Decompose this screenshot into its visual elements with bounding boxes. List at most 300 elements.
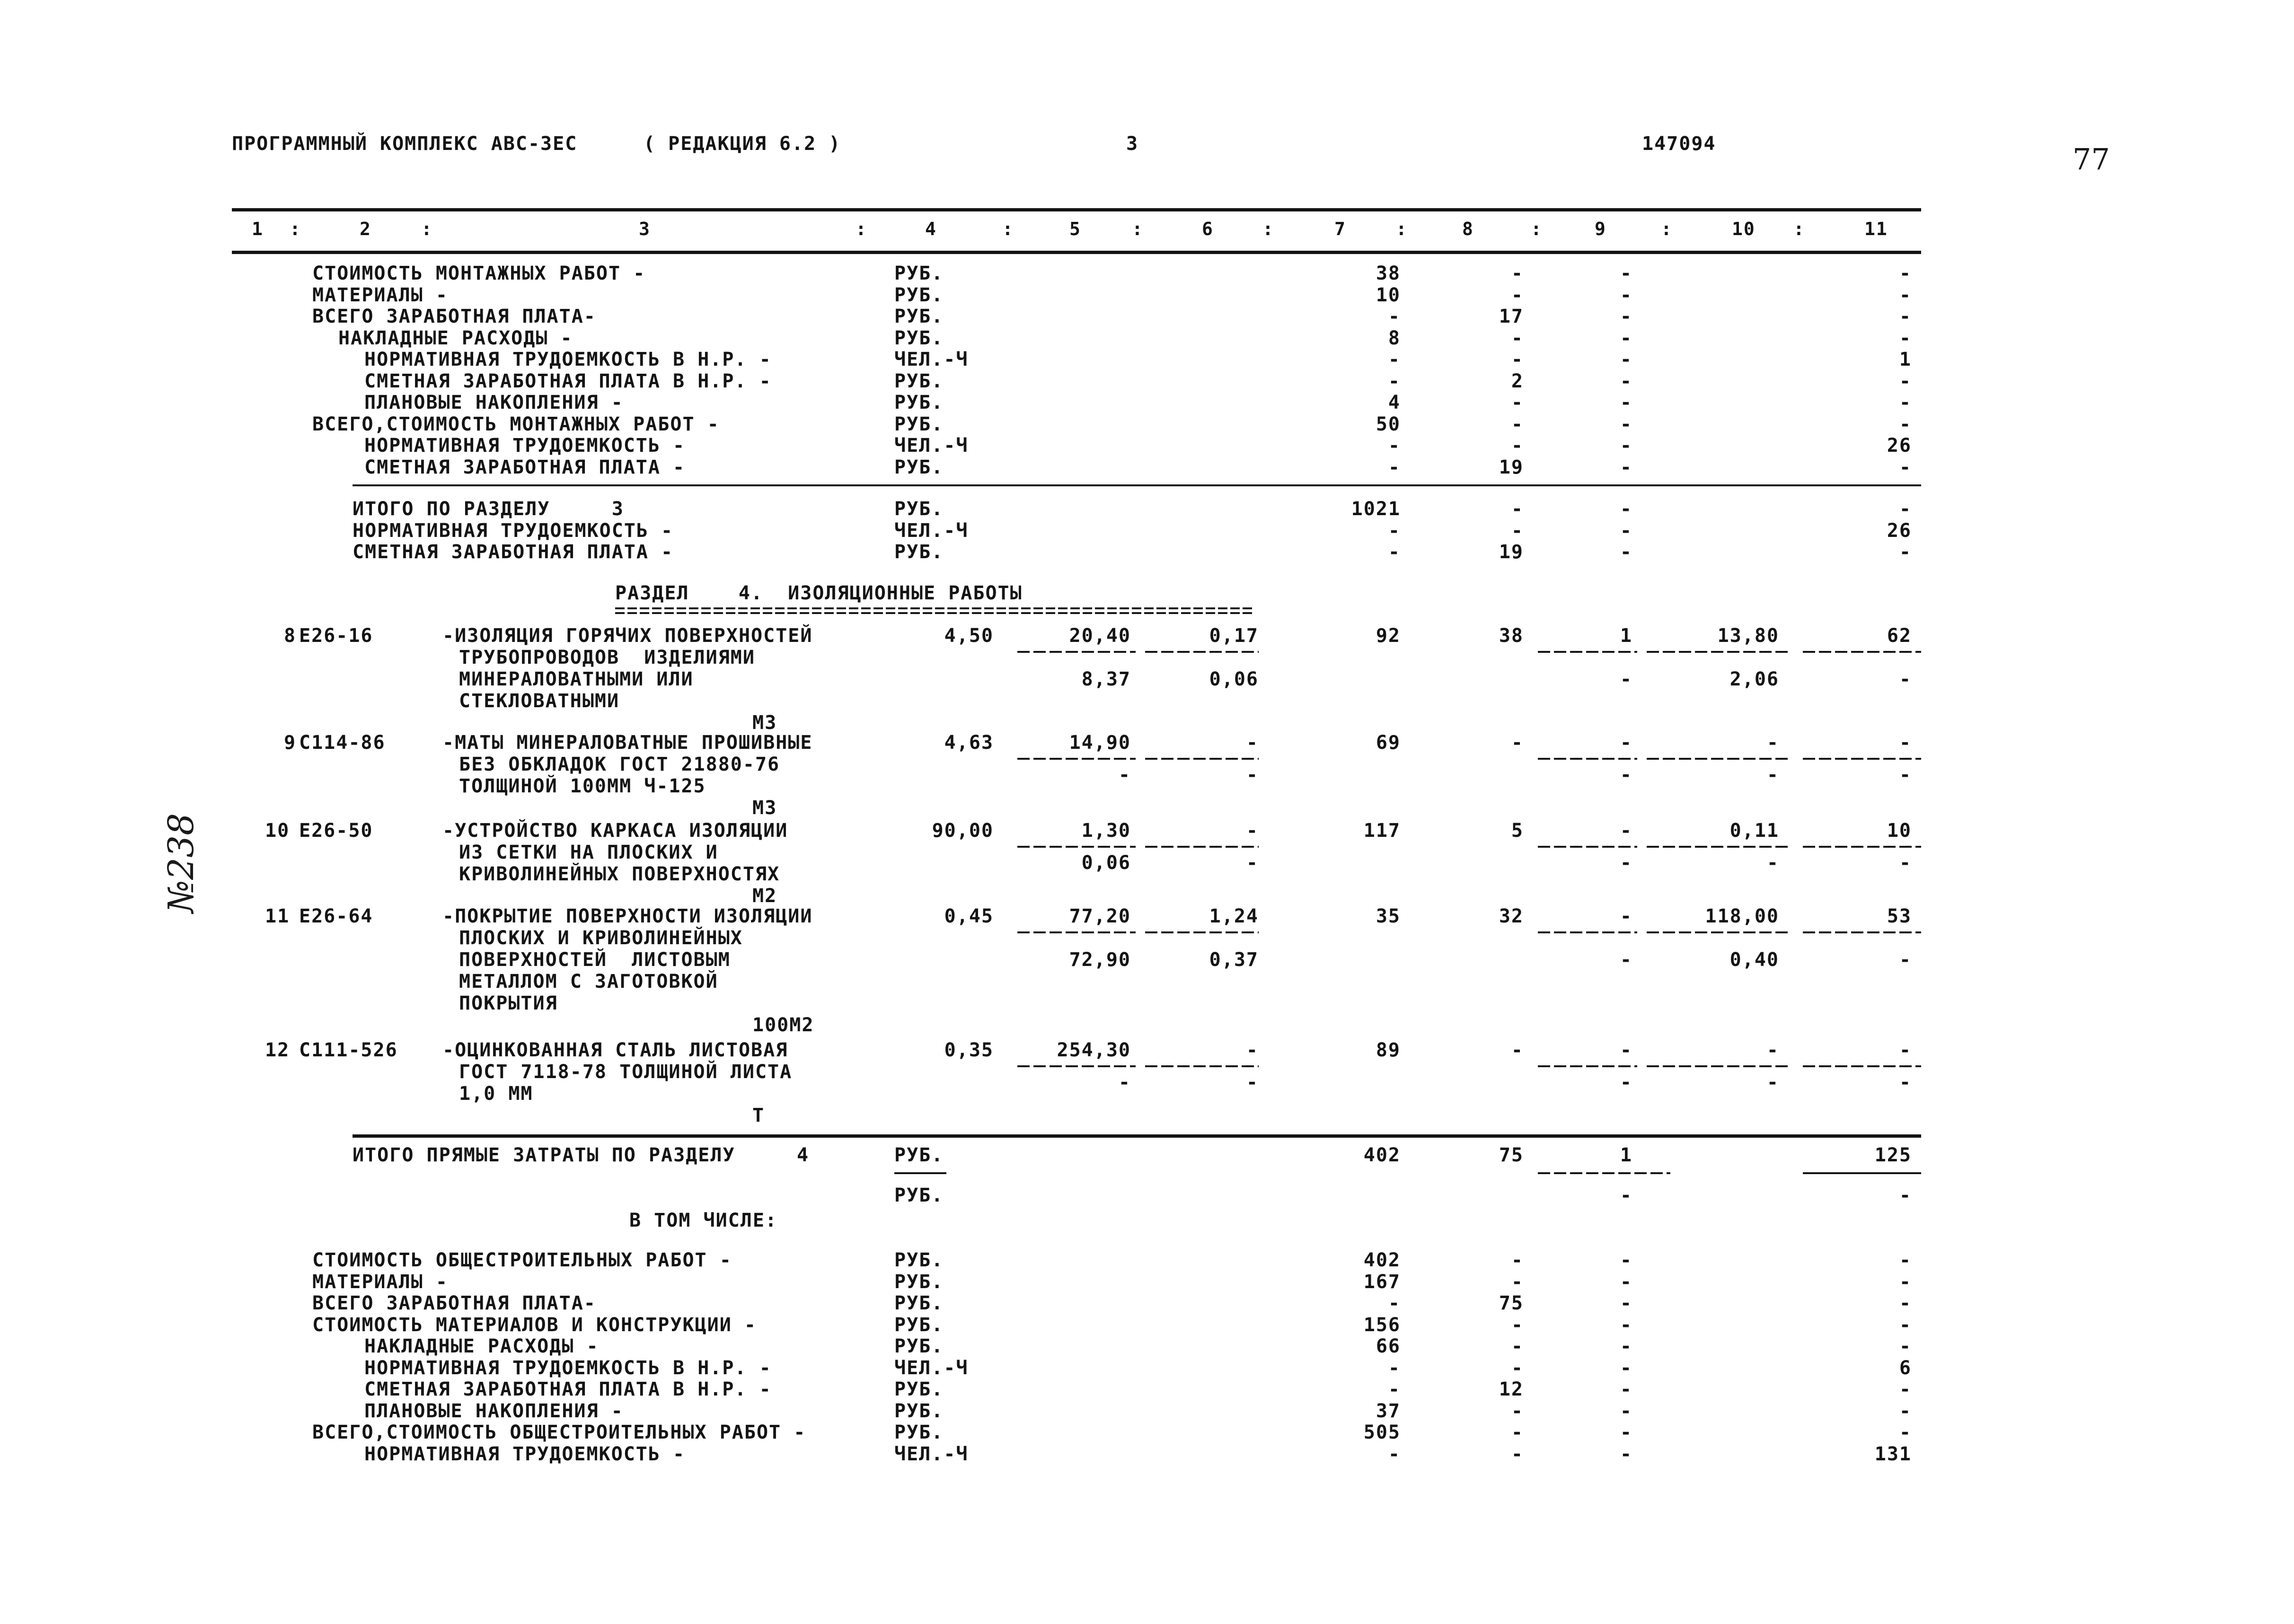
- col4-value: 90,00: [932, 820, 994, 842]
- row-unit: РУБ.: [894, 327, 944, 349]
- col6-value: -: [1246, 820, 1259, 842]
- row-unit: РУБ.: [894, 1144, 944, 1166]
- col9-value: -: [1620, 519, 1632, 542]
- col7-value: -: [1388, 1378, 1401, 1400]
- col9-value: -: [1620, 541, 1632, 563]
- dashed-rule: [1145, 1065, 1259, 1067]
- col5-value: 20,40: [1069, 625, 1131, 647]
- col7-value: -: [1388, 541, 1401, 563]
- item-code: С114-86: [299, 732, 386, 754]
- column-separator: :: [1262, 219, 1274, 239]
- col5-value: 77,20: [1069, 905, 1131, 927]
- col5-sub-value: -: [1118, 1071, 1131, 1093]
- col9-sub-value: -: [1620, 852, 1632, 874]
- col8-value: 19: [1499, 541, 1524, 563]
- column-number-7: 7: [1334, 219, 1346, 239]
- col11-value: -: [1899, 456, 1912, 478]
- col11-value: -: [1899, 263, 1912, 284]
- col8-value: -: [1511, 349, 1524, 370]
- col6-sub-value: 0,06: [1209, 668, 1259, 690]
- col8-value: -: [1511, 435, 1524, 456]
- col9-value: -: [1620, 1443, 1632, 1465]
- col7-value: 10: [1376, 284, 1401, 306]
- dashed-rule: [1803, 651, 1921, 653]
- col9-value: -: [1620, 327, 1632, 349]
- col9-value: -: [1620, 1039, 1632, 1061]
- item-number: 8: [284, 625, 297, 647]
- row-unit: РУБ.: [894, 1335, 944, 1357]
- col9-value: -: [1620, 498, 1632, 520]
- row-label: СМЕТНАЯ ЗАРАБОТНАЯ ПЛАТА В Н.Р. -: [364, 370, 772, 392]
- row-unit: ЧЕЛ.-Ч: [894, 1357, 969, 1379]
- item-description: ТОЛЩИНОЙ 100ММ Ч-125: [459, 775, 706, 797]
- col9-value: 1: [1620, 1144, 1632, 1166]
- col4-value: 0,35: [944, 1039, 994, 1061]
- row-label: МАТЕРИАЛЫ -: [312, 284, 448, 306]
- row-unit: ЧЕЛ.-Ч: [894, 435, 969, 456]
- double-underline: [615, 607, 1254, 614]
- col8-value: 5: [1511, 820, 1524, 842]
- col11-value: -: [1899, 370, 1912, 392]
- row-label: ВСЕГО ЗАРАБОТНАЯ ПЛАТА-: [312, 306, 596, 327]
- dashed-rule: [1647, 758, 1789, 760]
- row-label: ВСЕГО,СТОИМОСТЬ ОБЩЕСТРОИТЕЛЬНЫХ РАБОТ -: [312, 1422, 806, 1443]
- col11-value: 125: [1874, 1144, 1912, 1166]
- col8-value: -: [1511, 392, 1524, 413]
- col9-value: -: [1620, 905, 1632, 927]
- item-number: 10: [265, 820, 290, 842]
- col5-sub-value: 8,37: [1081, 668, 1131, 690]
- item-description: СТЕКЛОВАТНЫМИ: [459, 690, 620, 712]
- col5-sub-value: 72,90: [1069, 949, 1131, 971]
- col11-value: -: [1899, 1422, 1912, 1443]
- row-unit: ЧЕЛ.-Ч: [894, 349, 969, 370]
- dashed-rule: [1803, 931, 1921, 933]
- row-unit: РУБ.: [894, 541, 944, 563]
- col11-value: -: [1899, 1314, 1912, 1336]
- column-number-2: 2: [360, 219, 371, 239]
- col9-sub-value: -: [1620, 764, 1632, 786]
- col4-value: 4,50: [944, 625, 994, 647]
- col6-value: -: [1246, 1039, 1259, 1061]
- col8-value: 2: [1511, 370, 1524, 392]
- col7-value: 4: [1388, 392, 1401, 413]
- column-number-8: 8: [1462, 219, 1474, 239]
- row-label: СМЕТНАЯ ЗАРАБОТНАЯ ПЛАТА -: [364, 456, 686, 478]
- col9-value: 1: [1620, 625, 1632, 647]
- col11-sub-value: -: [1899, 852, 1912, 874]
- row-unit: РУБ.: [894, 1400, 944, 1422]
- item-unit: М3: [752, 712, 777, 734]
- col8-value: 75: [1499, 1144, 1524, 1166]
- item-description: ИЗ СЕТКИ НА ПЛОСКИХ И: [459, 842, 718, 863]
- col9-value: -: [1620, 306, 1632, 327]
- col8-value: -: [1511, 1422, 1524, 1443]
- col6-value: 0,17: [1209, 625, 1259, 647]
- col4-value: 4,63: [944, 732, 994, 754]
- item-description: -ИЗОЛЯЦИЯ ГОРЯЧИХ ПОВЕРХНОСТЕЙ: [442, 625, 813, 647]
- col11-value: -: [1899, 1335, 1912, 1357]
- dashed-rule: [1017, 846, 1136, 848]
- col9-value: -: [1620, 1357, 1632, 1379]
- col8-value: 32: [1499, 905, 1524, 927]
- col8-value: -: [1511, 327, 1524, 349]
- row-label: ВСЕГО ЗАРАБОТНАЯ ПЛАТА-: [312, 1292, 596, 1314]
- item-description: -ОЦИНКОВАННАЯ СТАЛЬ ЛИСТОВАЯ: [442, 1039, 788, 1061]
- row-unit: РУБ.: [894, 1249, 944, 1271]
- row-unit: РУБ.: [894, 284, 944, 306]
- col4-value: 0,45: [944, 905, 994, 927]
- col7-value: -: [1388, 1443, 1401, 1465]
- col7-value: 35: [1376, 905, 1401, 927]
- item-description: ПЛОСКИХ И КРИВОЛИНЕЙНЫХ: [459, 927, 743, 949]
- col6-value: 1,24: [1209, 905, 1259, 927]
- column-number-11: 11: [1864, 219, 1888, 239]
- col8-value: -: [1511, 1314, 1524, 1336]
- col8-value: -: [1511, 1271, 1524, 1293]
- col10-sub-value: -: [1766, 852, 1779, 874]
- col7-value: 50: [1376, 413, 1401, 435]
- col11-value: 26: [1887, 435, 1912, 456]
- col9-value: -: [1620, 732, 1632, 754]
- col9-value: -: [1620, 820, 1632, 842]
- col7-value: 69: [1376, 732, 1401, 754]
- col11-value: -: [1899, 1378, 1912, 1400]
- col7-value: -: [1388, 456, 1401, 478]
- header-rule-bottom: [232, 251, 1921, 254]
- col11-sub-value: -: [1899, 1071, 1912, 1093]
- column-separator: :: [290, 219, 301, 239]
- col9-value: -: [1620, 1335, 1632, 1357]
- row-unit: ЧЕЛ.-Ч: [894, 1443, 969, 1465]
- col7-value: 402: [1363, 1144, 1401, 1166]
- row-label: НОРМАТИВНАЯ ТРУДОЕМКОСТЬ -: [364, 435, 686, 456]
- document-code: 147094: [1642, 133, 1716, 155]
- column-number-4: 4: [925, 219, 937, 239]
- rule: [353, 484, 1921, 486]
- col9-value: -: [1620, 1249, 1632, 1271]
- item-number: 9: [284, 732, 297, 754]
- row-unit: РУБ.: [894, 1378, 944, 1400]
- col9-value: -: [1620, 435, 1632, 456]
- rule: [1803, 1172, 1921, 1174]
- col11-sub-value: -: [1899, 1185, 1912, 1206]
- col9-sub-value: -: [1620, 1071, 1632, 1093]
- row-unit: РУБ.: [894, 263, 944, 284]
- col6-sub-value: 0,37: [1209, 949, 1259, 971]
- handwritten-side-note: №238: [161, 813, 202, 913]
- col11-sub-value: -: [1899, 668, 1912, 690]
- column-separator: :: [1793, 219, 1805, 239]
- dashed-rule: [1647, 651, 1789, 653]
- row-label: НАКЛАДНЫЕ РАСХОДЫ -: [338, 327, 573, 349]
- col6-sub-value: -: [1246, 1071, 1259, 1093]
- column-separator: :: [1132, 219, 1144, 239]
- col11-value: -: [1899, 1400, 1912, 1422]
- col11-value: 6: [1899, 1357, 1912, 1379]
- col5-sub-value: 0,06: [1081, 852, 1131, 874]
- col11-value: -: [1899, 732, 1912, 754]
- column-number-6: 6: [1202, 219, 1214, 239]
- total-label: НОРМАТИВНАЯ ТРУДОЕМКОСТЬ -: [353, 519, 674, 542]
- page-number: 3: [1126, 133, 1139, 155]
- col11-value: -: [1899, 1292, 1912, 1314]
- col7-value: 156: [1363, 1314, 1401, 1336]
- dashed-rule: [1803, 758, 1921, 760]
- dashed-rule: [1538, 1065, 1637, 1067]
- col10-sub-value: 2,06: [1729, 668, 1779, 690]
- column-number-9: 9: [1595, 219, 1606, 239]
- row-unit: РУБ.: [894, 392, 944, 413]
- row-label: НОРМАТИВНАЯ ТРУДОЕМКОСТЬ В Н.Р. -: [364, 1357, 772, 1379]
- col7-value: -: [1388, 519, 1401, 542]
- row-label: НОРМАТИВНАЯ ТРУДОЕМКОСТЬ -: [364, 1443, 686, 1465]
- col11-value: 10: [1887, 820, 1912, 842]
- row-unit: РУБ.: [894, 1422, 944, 1443]
- col8-value: -: [1511, 1400, 1524, 1422]
- dashed-rule: [1145, 931, 1259, 933]
- row-label: НОРМАТИВНАЯ ТРУДОЕМКОСТЬ В Н.Р. -: [364, 349, 772, 370]
- item-description: ПОВЕРХНОСТЕЙ ЛИСТОВЫМ: [459, 949, 731, 971]
- col5-value: 254,30: [1057, 1039, 1131, 1061]
- col10-value: 118,00: [1705, 905, 1779, 927]
- row-unit: РУБ.: [894, 498, 944, 520]
- col8-value: -: [1511, 413, 1524, 435]
- header-rule-top: [232, 208, 1921, 211]
- col7-value: 1021: [1351, 498, 1401, 520]
- col6-value: -: [1246, 732, 1259, 754]
- col10-value: -: [1766, 732, 1779, 754]
- col10-value: 13,80: [1717, 625, 1779, 647]
- dashed-rule: [1538, 846, 1637, 848]
- row-unit: РУБ.: [894, 413, 944, 435]
- col10-sub-value: 0,40: [1729, 949, 1779, 971]
- col10-sub-value: -: [1766, 1071, 1779, 1093]
- item-description: ПОКРЫТИЯ: [459, 992, 558, 1014]
- col11-value: 62: [1887, 625, 1912, 647]
- col8-value: -: [1511, 284, 1524, 306]
- col9-sub-value: -: [1620, 949, 1632, 971]
- row-label: СМЕТНАЯ ЗАРАБОТНАЯ ПЛАТА В Н.Р. -: [364, 1378, 772, 1400]
- row-unit: РУБ.: [894, 1185, 944, 1206]
- item-description: 1,0 ММ: [459, 1083, 533, 1105]
- item-description: -МАТЫ МИНЕРАЛОВАТНЫЕ ПРОШИВНЫЕ: [442, 732, 813, 754]
- dashed-rule: [1145, 651, 1259, 653]
- col10-value: 0,11: [1729, 820, 1779, 842]
- row-label: ПЛАНОВЫЕ НАКОПЛЕНИЯ -: [364, 1400, 624, 1422]
- col6-sub-value: -: [1246, 764, 1259, 786]
- col9-value: -: [1620, 456, 1632, 478]
- col5-value: 14,90: [1069, 732, 1131, 754]
- column-number-1: 1: [252, 219, 264, 239]
- item-code: С111-526: [299, 1039, 398, 1061]
- including-label: В ТОМ ЧИСЛЕ:: [629, 1210, 777, 1231]
- col8-value: 38: [1499, 625, 1524, 647]
- item-description: БЕЗ ОБКЛАДОК ГОСТ 21880-76: [459, 754, 780, 775]
- dashed-rule: [1803, 1065, 1921, 1067]
- dashed-rule: [1538, 758, 1637, 760]
- row-unit: РУБ.: [894, 370, 944, 392]
- col9-value: -: [1620, 1271, 1632, 1293]
- col8-value: -: [1511, 1443, 1524, 1465]
- col7-value: 505: [1363, 1422, 1401, 1443]
- dashed-rule: [1017, 1065, 1136, 1067]
- col11-sub-value: -: [1899, 764, 1912, 786]
- col8-value: -: [1511, 732, 1524, 754]
- col11-value: 53: [1887, 905, 1912, 927]
- dashed-rule: [1538, 651, 1637, 653]
- column-separator: :: [421, 219, 433, 239]
- column-number-5: 5: [1069, 219, 1081, 239]
- col9-value: -: [1620, 392, 1632, 413]
- col11-value: -: [1899, 1271, 1912, 1293]
- row-label: НАКЛАДНЫЕ РАСХОДЫ -: [364, 1335, 599, 1357]
- col7-value: -: [1388, 1292, 1401, 1314]
- col8-value: 12: [1499, 1378, 1524, 1400]
- col8-value: -: [1511, 1249, 1524, 1271]
- row-unit: РУБ.: [894, 306, 944, 327]
- item-code: Е26-50: [299, 820, 373, 842]
- col11-value: -: [1899, 306, 1912, 327]
- dashed-rule: [1145, 846, 1259, 848]
- dashed-rule: [1145, 758, 1259, 760]
- row-unit: РУБ.: [894, 1314, 944, 1336]
- col11-value: -: [1899, 284, 1912, 306]
- dashed-rule: [1803, 846, 1921, 848]
- col11-sub-value: -: [1899, 949, 1912, 971]
- col11-value: -: [1899, 1249, 1912, 1271]
- dashed-rule: [1017, 651, 1136, 653]
- col9-value: -: [1620, 284, 1632, 306]
- item-unit: М3: [752, 797, 777, 819]
- total-label: ИТОГО ПО РАЗДЕЛУ 3: [353, 498, 624, 520]
- row-label: СТОИМОСТЬ ОБЩЕСТРОИТЕЛЬНЫХ РАБОТ -: [312, 1249, 732, 1271]
- col7-value: -: [1388, 349, 1401, 370]
- item-description: МЕТАЛЛОМ С ЗАГОТОВКОЙ: [459, 971, 718, 992]
- row-label: МАТЕРИАЛЫ -: [312, 1271, 448, 1293]
- item-description: -УСТРОЙСТВО КАРКАСА ИЗОЛЯЦИИ: [442, 820, 788, 842]
- item-description: ГОСТ 7118-78 ТОЛЩИНОЙ ЛИСТА: [459, 1061, 793, 1083]
- col8-value: -: [1511, 498, 1524, 520]
- col7-value: -: [1388, 435, 1401, 456]
- col11-value: -: [1899, 392, 1912, 413]
- col9-value: -: [1620, 413, 1632, 435]
- row-label: ВСЕГО,СТОИМОСТЬ МОНТАЖНЫХ РАБОТ -: [312, 413, 720, 435]
- column-separator: :: [1002, 219, 1014, 239]
- col8-value: -: [1511, 1039, 1524, 1061]
- col7-value: -: [1388, 1357, 1401, 1379]
- dashed-rule: [1647, 846, 1789, 848]
- col8-value: -: [1511, 1357, 1524, 1379]
- col10-sub-value: -: [1766, 764, 1779, 786]
- row-label: СТОИМОСТЬ МОНТАЖНЫХ РАБОТ -: [312, 263, 646, 284]
- col7-value: -: [1388, 306, 1401, 327]
- col8-value: -: [1511, 263, 1524, 284]
- column-separator: :: [856, 219, 867, 239]
- item-number: 11: [265, 905, 290, 927]
- section-title: РАЗДЕЛ 4. ИЗОЛЯЦИОННЫЕ РАБОТЫ: [615, 582, 1023, 604]
- total-label: СМЕТНАЯ ЗАРАБОТНАЯ ПЛАТА -: [353, 541, 674, 563]
- item-description: МИНЕРАЛОВАТНЫМИ ИЛИ: [459, 668, 694, 690]
- row-unit: ЧЕЛ.-Ч: [894, 519, 969, 542]
- col7-value: -: [1388, 370, 1401, 392]
- col9-sub-value: -: [1620, 1185, 1632, 1206]
- col9-value: -: [1620, 1292, 1632, 1314]
- item-description: ТРУБОПРОВОДОВ ИЗДЕЛИЯМИ: [459, 647, 755, 668]
- handwritten-page-number: 77: [2073, 142, 2110, 176]
- column-separator: :: [1531, 219, 1543, 239]
- col9-sub-value: -: [1620, 668, 1632, 690]
- edition-label: ( РЕДАКЦИЯ 6.2 ): [644, 133, 841, 155]
- column-separator: :: [1396, 219, 1408, 239]
- row-unit: РУБ.: [894, 1271, 944, 1293]
- col8-value: -: [1511, 1335, 1524, 1357]
- dashed-rule: [1647, 931, 1789, 933]
- col5-value: 1,30: [1081, 820, 1131, 842]
- col7-value: 92: [1376, 625, 1401, 647]
- col8-value: -: [1511, 519, 1524, 542]
- dashed-rule: [1017, 758, 1136, 760]
- program-title: ПРОГРАММНЫЙ КОМПЛЕКС АВС-3ЕС: [232, 133, 578, 155]
- item-code: Е26-16: [299, 625, 373, 647]
- col9-value: -: [1620, 1422, 1632, 1443]
- col11-value: 26: [1887, 519, 1912, 542]
- item-number: 12: [265, 1039, 290, 1061]
- item-code: Е26-64: [299, 905, 373, 927]
- col9-value: -: [1620, 370, 1632, 392]
- direct-total-label: ИТОГО ПРЯМЫЕ ЗАТРАТЫ ПО РАЗДЕЛУ 4: [353, 1144, 810, 1166]
- col9-value: -: [1620, 263, 1632, 284]
- col9-value: -: [1620, 349, 1632, 370]
- column-number-3: 3: [639, 219, 651, 239]
- row-unit: РУБ.: [894, 1292, 944, 1314]
- col7-value: 117: [1363, 820, 1401, 842]
- dashed-rule: [1647, 1065, 1789, 1067]
- col8-value: 17: [1499, 306, 1524, 327]
- col11-value: 1: [1899, 349, 1912, 370]
- col5-sub-value: -: [1118, 764, 1131, 786]
- rule: [353, 1134, 1921, 1138]
- col9-value: -: [1620, 1400, 1632, 1422]
- row-label: СТОИМОСТЬ МАТЕРИАЛОВ И КОНСТРУКЦИИ -: [312, 1314, 757, 1336]
- col9-value: -: [1620, 1314, 1632, 1336]
- col8-value: 19: [1499, 456, 1524, 478]
- rule: [894, 1172, 946, 1174]
- col11-value: -: [1899, 1039, 1912, 1061]
- col7-value: 89: [1376, 1039, 1401, 1061]
- item-unit: 100М2: [752, 1014, 814, 1036]
- col8-value: 75: [1499, 1292, 1524, 1314]
- col11-value: -: [1899, 327, 1912, 349]
- col11-value: 131: [1874, 1443, 1912, 1465]
- row-label: ПЛАНОВЫЕ НАКОПЛЕНИЯ -: [364, 392, 624, 413]
- column-number-10: 10: [1732, 219, 1756, 239]
- col11-value: -: [1899, 541, 1912, 563]
- col7-value: 167: [1363, 1271, 1401, 1293]
- column-separator: :: [1661, 219, 1673, 239]
- dashed-rule: [1538, 1172, 1670, 1174]
- item-unit: Т: [752, 1105, 765, 1126]
- col10-value: -: [1766, 1039, 1779, 1061]
- col7-value: 402: [1363, 1249, 1401, 1271]
- col7-value: 37: [1376, 1400, 1401, 1422]
- col7-value: 38: [1376, 263, 1401, 284]
- row-unit: РУБ.: [894, 456, 944, 478]
- item-description: КРИВОЛИНЕЙНЫХ ПОВЕРХНОСТЯХ: [459, 863, 780, 885]
- col9-value: -: [1620, 1378, 1632, 1400]
- col7-value: 66: [1376, 1335, 1401, 1357]
- col6-sub-value: -: [1246, 852, 1259, 874]
